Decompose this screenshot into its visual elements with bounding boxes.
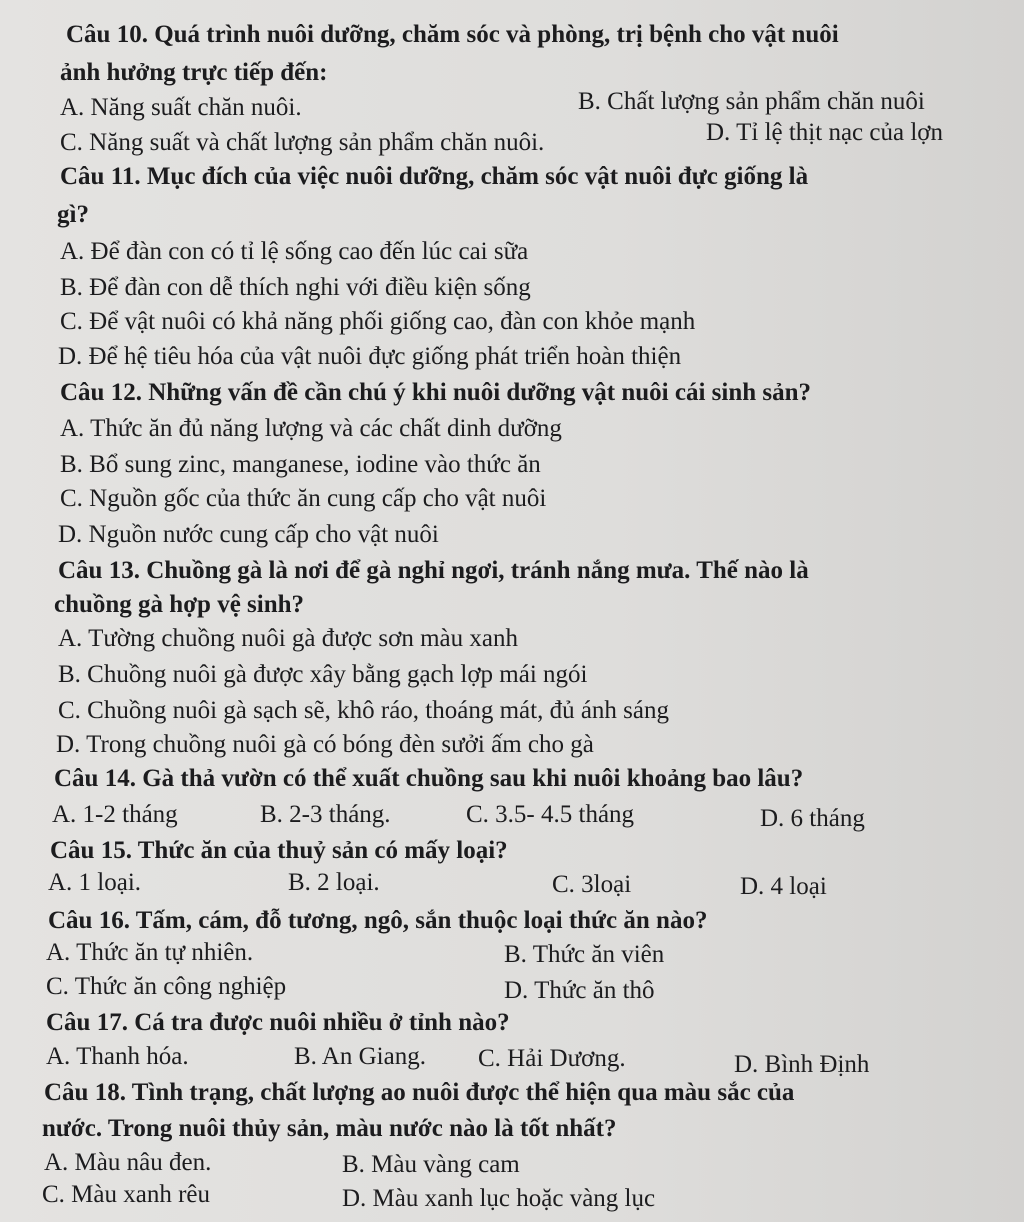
question-11-stem-line-2: gì? <box>57 201 89 228</box>
question-14-option-d: D. 6 tháng <box>760 805 865 832</box>
question-13-option-c: C. Chuồng nuôi gà sạch sẽ, khô ráo, thoáng mát, đủ ánh sáng <box>58 697 670 724</box>
question-13-option-b: B. Chuồng nuôi gà được xây bằng gạch lợp mái ngói <box>58 661 588 688</box>
question-16-option-a: A. Thức ăn tự nhiên. <box>46 939 254 966</box>
question-10-option-a: A. Năng suất chăn nuôi. <box>60 94 302 121</box>
question-11-option-a: A. Để đàn con có tỉ lệ sống cao đến lúc cai sữa <box>60 238 529 265</box>
question-12-option-b: B. Bổ sung zinc, manganese, iodine vào thức ăn <box>60 451 541 478</box>
question-12-option-c: C. Nguồn gốc của thức ăn cung cấp cho vật nuôi <box>60 485 547 512</box>
question-13-stem-line-1: Câu 13. Chuồng gà là nơi để gà nghỉ ngơi, tránh nắng mưa. Thế nào là <box>58 557 809 584</box>
question-14-stem: Câu 14. Gà thả vườn có thể xuất chuồng sau khi nuôi khoảng bao lâu? <box>54 765 804 792</box>
question-17-stem: Câu 17. Cá tra được nuôi nhiều ở tỉnh nào? <box>46 1009 510 1036</box>
question-17-option-a: A. Thanh hóa. <box>46 1043 189 1070</box>
question-10-option-c: C. Năng suất và chất lượng sản phẩm chăn nuôi. <box>60 129 545 156</box>
question-18-stem-line-1: Câu 18. Tình trạng, chất lượng ao nuôi được thể hiện qua màu sắc của <box>44 1079 795 1106</box>
question-12-stem: Câu 12. Những vấn đề cần chú ý khi nuôi dưỡng vật nuôi cái sinh sản? <box>60 379 812 406</box>
question-14-option-c: C. 3.5- 4.5 tháng <box>466 801 635 828</box>
question-11-option-b: B. Để đàn con dễ thích nghi với điều kiện sống <box>60 274 531 301</box>
question-12-option-a: A. Thức ăn đủ năng lượng và các chất dinh dưỡng <box>60 415 562 442</box>
question-18-option-d: D. Màu xanh lục hoặc vàng lục <box>342 1185 656 1212</box>
question-18-option-b: B. Màu vàng cam <box>342 1151 520 1178</box>
question-15-option-a: A. 1 loại. <box>48 869 142 896</box>
question-11-stem-line-1: Câu 11. Mục đích của việc nuôi dưỡng, chăm sóc vật nuôi đực giống là <box>60 163 809 190</box>
question-10-option-b: B. Chất lượng sản phẩm chăn nuôi <box>578 88 925 115</box>
question-12-option-d: D. Nguồn nước cung cấp cho vật nuôi <box>58 521 439 548</box>
question-10-option-d: D. Tỉ lệ thịt nạc của lợn <box>706 119 943 146</box>
question-15-option-c: C. 3loại <box>552 871 632 898</box>
question-16-option-d: D. Thức ăn thô <box>504 977 655 1004</box>
question-15-option-b: B. 2 loại. <box>288 869 380 896</box>
question-15-option-d: D. 4 loại <box>740 873 827 900</box>
question-18-stem-line-2: nước. Trong nuôi thủy sản, màu nước nào là tốt nhất? <box>42 1115 617 1142</box>
question-15-stem: Câu 15. Thức ăn của thuỷ sản có mấy loại? <box>50 837 508 864</box>
question-16-option-c: C. Thức ăn công nghiệp <box>46 973 287 1000</box>
question-14-option-b: B. 2-3 tháng. <box>260 801 391 828</box>
question-11-option-c: C. Để vật nuôi có khả năng phối giống cao, đàn con khỏe mạnh <box>60 308 696 335</box>
question-10-stem-line-2: ảnh hưởng trực tiếp đến: <box>60 59 328 86</box>
question-13-stem-line-2: chuồng gà hợp vệ sinh? <box>54 591 305 618</box>
question-10-stem-line-1: Câu 10. Quá trình nuôi dưỡng, chăm sóc và phòng, trị bệnh cho vật nuôi <box>66 21 839 48</box>
question-14-option-a: A. 1-2 tháng <box>52 801 178 828</box>
question-17-option-c: C. Hải Dương. <box>478 1045 626 1072</box>
question-17-option-d: D. Bình Định <box>734 1051 870 1078</box>
question-13-option-d: D. Trong chuồng nuôi gà có bóng đèn sưởi ấm cho gà <box>56 731 594 758</box>
question-18-option-a: A. Màu nâu đen. <box>44 1149 212 1176</box>
question-17-option-b: B. An Giang. <box>294 1043 426 1070</box>
question-11-option-d: D. Để hệ tiêu hóa của vật nuôi đực giống phát triển hoàn thiện <box>58 343 682 370</box>
question-16-stem: Câu 16. Tấm, cám, đỗ tương, ngô, sắn thuộc loại thức ăn nào? <box>48 907 708 934</box>
question-16-option-b: B. Thức ăn viên <box>504 941 665 968</box>
question-13-option-a: A. Tường chuồng nuôi gà được sơn màu xanh <box>58 625 518 652</box>
question-18-option-c: C. Màu xanh rêu <box>42 1181 211 1208</box>
